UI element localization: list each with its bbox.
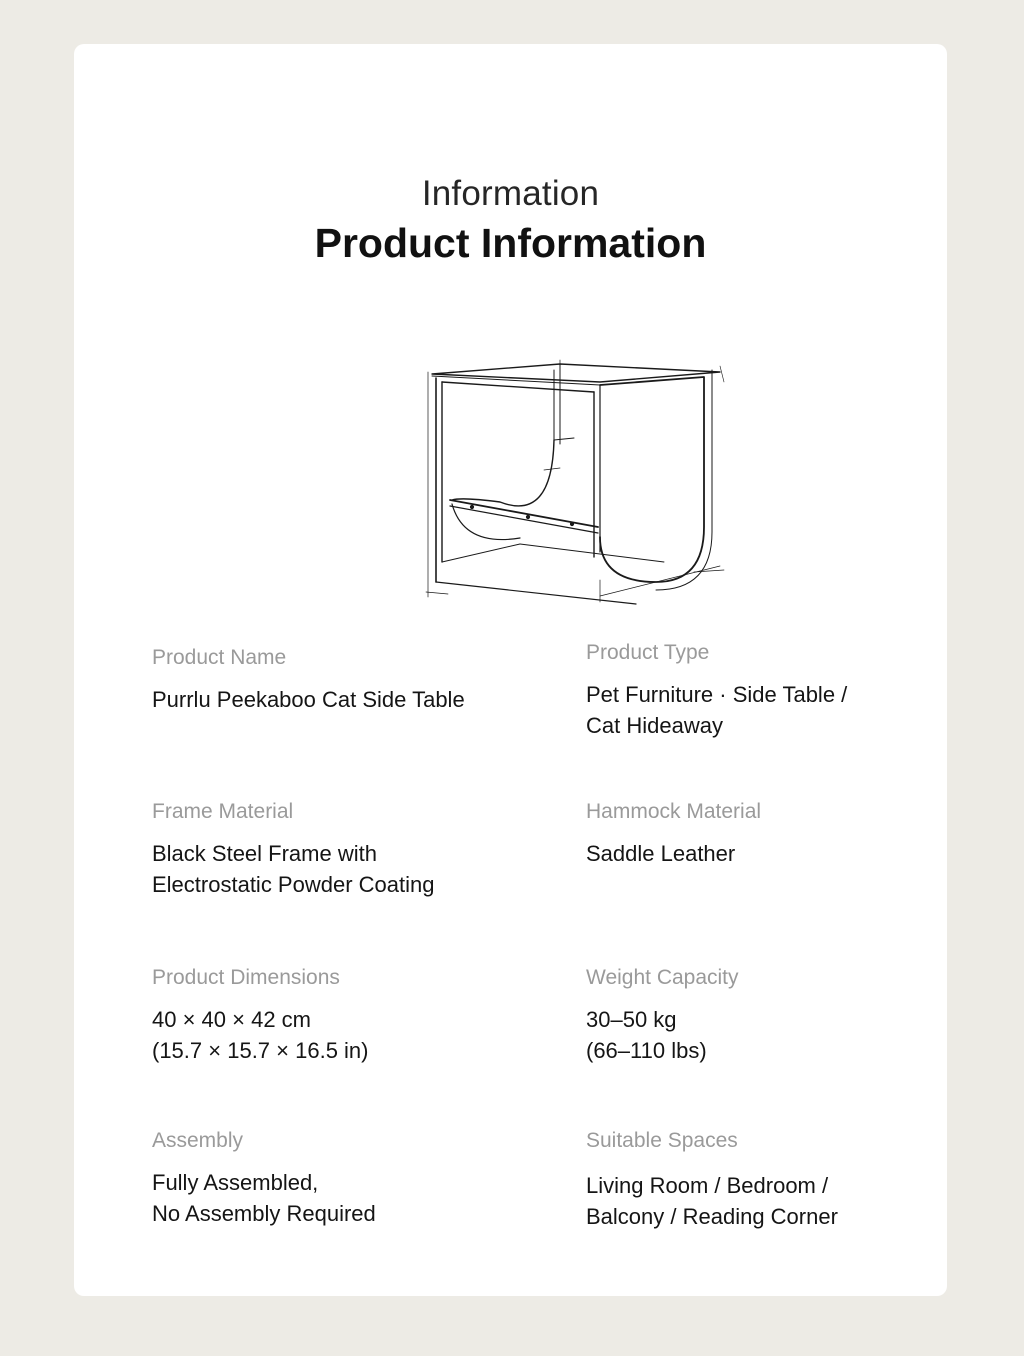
side-table-sketch-icon	[424, 352, 734, 614]
spec-label: Product Name	[152, 646, 287, 669]
spec-value-line: No Assembly Required	[152, 1201, 376, 1226]
spec-label: Weight Capacity	[586, 966, 739, 989]
info-card	[74, 44, 947, 1296]
spec-value-line: (15.7 × 15.7 × 16.5 in)	[152, 1038, 369, 1063]
spec-label: Hammock Material	[586, 800, 762, 823]
spec-hammock-material	[586, 798, 916, 869]
page-title: Product Information	[314, 220, 707, 266]
spec-value	[586, 838, 916, 869]
spec-value-line: 30–50 kg	[586, 1007, 677, 1032]
spec-value	[586, 679, 916, 741]
spec-product-name	[152, 644, 482, 715]
spec-label: Product Dimensions	[152, 966, 340, 989]
spec-label: Frame Material	[152, 800, 294, 823]
spec-value	[152, 1004, 482, 1066]
spec-weight-capacity	[586, 964, 916, 1066]
spec-product-type	[586, 639, 916, 741]
spec-value-line: Fully Assembled,	[152, 1170, 319, 1195]
spec-value	[586, 1170, 916, 1232]
spec-label: Assembly	[152, 1129, 244, 1152]
spec-value-line: Cat Hideaway	[586, 713, 723, 738]
spec-product-dimensions	[152, 964, 482, 1066]
spec-label: Suitable Spaces	[586, 1129, 738, 1152]
spec-value	[152, 1167, 482, 1229]
spec-frame-material	[152, 798, 482, 900]
spec-value-line: Electrostatic Powder Coating	[152, 872, 435, 897]
spec-value	[152, 838, 482, 900]
spec-value	[152, 684, 482, 715]
spec-value-line: Pet Furniture · Side Table /	[586, 682, 848, 707]
spec-assembly	[152, 1127, 482, 1229]
spec-value-line: Black Steel Frame with	[152, 841, 377, 866]
spec-value	[586, 1004, 916, 1066]
spec-value-line: 40 × 40 × 42 cm	[152, 1007, 311, 1032]
spec-value-line: Saddle Leather	[586, 841, 736, 866]
spec-label: Product Type	[586, 641, 710, 664]
spec-value-line: (66–110 lbs)	[586, 1038, 707, 1063]
spec-suitable-spaces	[586, 1127, 916, 1232]
section-eyebrow: Information	[421, 174, 600, 213]
spec-value-line: Balcony / Reading Corner	[586, 1204, 838, 1229]
spec-value-line: Living Room / Bedroom /	[586, 1173, 829, 1198]
spec-value-line: Purrlu Peekaboo Cat Side Table	[152, 687, 465, 712]
